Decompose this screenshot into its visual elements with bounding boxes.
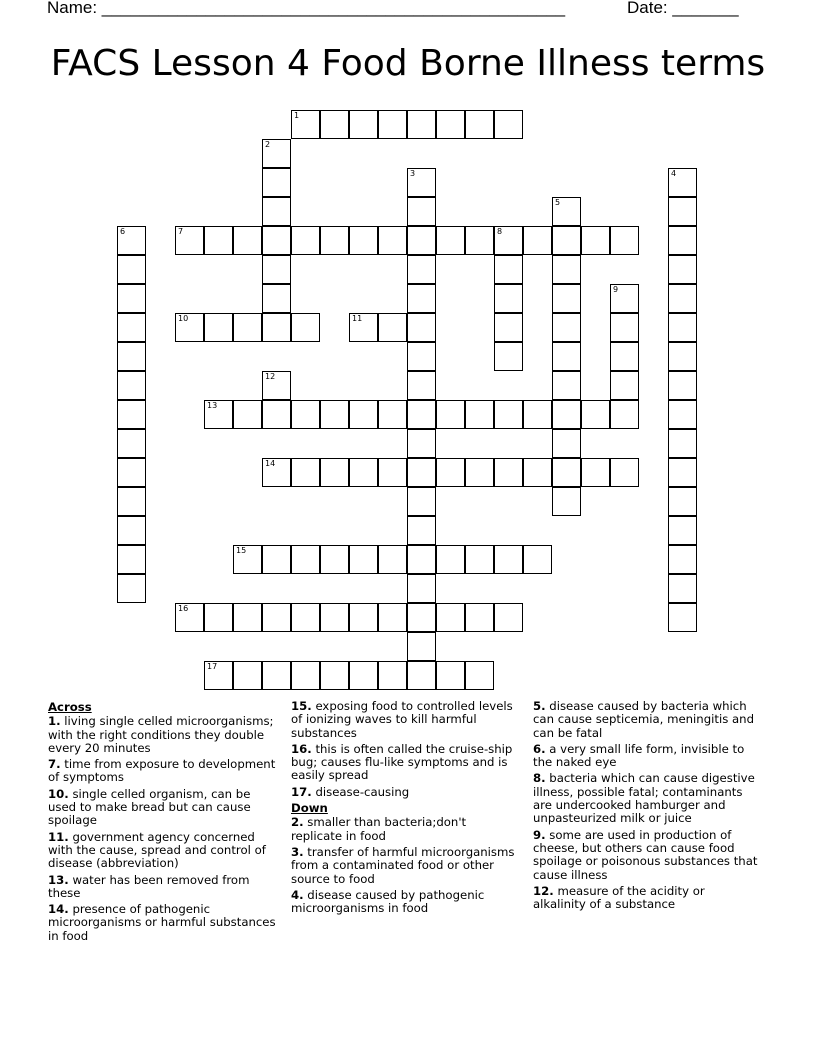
grid-cell[interactable] <box>320 110 349 139</box>
grid-cell[interactable] <box>117 313 146 342</box>
clue-number: 16 <box>178 604 189 613</box>
clue-number: 7 <box>178 227 184 236</box>
grid-cell[interactable] <box>204 603 233 632</box>
grid-cell[interactable] <box>175 313 204 342</box>
grid-cell[interactable] <box>349 545 378 574</box>
grid-cell[interactable] <box>436 458 465 487</box>
grid-cell[interactable] <box>668 371 697 400</box>
grid-cell[interactable] <box>117 226 146 255</box>
grid-cell[interactable] <box>436 110 465 139</box>
grid-cell[interactable] <box>117 487 146 516</box>
grid-cell[interactable] <box>581 226 610 255</box>
clue-number: 11 <box>352 314 363 323</box>
grid-cell[interactable] <box>262 197 291 226</box>
grid-cell[interactable] <box>262 400 291 429</box>
grid-cell[interactable] <box>407 371 436 400</box>
clue-down-6: 6. a very small life form, invisible to the naked eye <box>533 741 745 770</box>
grid-cell[interactable] <box>117 255 146 284</box>
grid-cell[interactable] <box>668 284 697 313</box>
grid-cell[interactable] <box>407 603 436 632</box>
clue-across-1: 1. living single celled microorganisms; with the right conditions they double every 20 minutes <box>48 714 274 755</box>
clue-number: 6 <box>120 227 126 236</box>
clue-down-9: 9. some are used in production of cheese, but others can cause food spoilage or poisonous substances that cause illness <box>533 827 758 882</box>
grid-cell[interactable] <box>175 226 204 255</box>
clue-across-11: 11. government agency concerned with the cause, spread and control of disease (abbreviation) <box>48 829 266 871</box>
grid-cell[interactable] <box>407 342 436 371</box>
grid-cell[interactable] <box>668 603 697 632</box>
grid-cell[interactable] <box>291 400 320 429</box>
grid-cell[interactable] <box>668 545 697 574</box>
grid-cell[interactable] <box>233 226 262 255</box>
grid-cell[interactable] <box>407 458 436 487</box>
grid-cell[interactable] <box>407 284 436 313</box>
grid-cell[interactable] <box>262 603 291 632</box>
clue-down-2: 2. smaller than bacteria;don't replicate in food <box>291 815 467 843</box>
grid-cell[interactable] <box>494 255 523 284</box>
clue-across-13: 13. water has been removed from these <box>48 872 250 900</box>
grid-cell[interactable] <box>378 313 407 342</box>
clue-across-15: 15. exposing food to controlled levels of ionizing waves to kill harmful substances <box>291 699 513 740</box>
grid-cell[interactable] <box>117 342 146 371</box>
grid-cell[interactable] <box>494 458 523 487</box>
grid-cell[interactable] <box>291 313 320 342</box>
grid-cell[interactable] <box>581 458 610 487</box>
clues-column-3 <box>533 700 761 914</box>
clue-across-10: 10. single celled organism, can be used to make bread but can cause spoilage <box>48 786 251 828</box>
grid-cell[interactable] <box>378 226 407 255</box>
grid-cell[interactable] <box>233 313 262 342</box>
grid-cell[interactable] <box>262 661 291 690</box>
grid-cell[interactable] <box>378 458 407 487</box>
clue-number: 10 <box>178 314 189 323</box>
grid-cell[interactable] <box>320 545 349 574</box>
grid-cell[interactable] <box>465 661 494 690</box>
grid-cell[interactable] <box>320 400 349 429</box>
grid-cell[interactable] <box>407 661 436 690</box>
grid-cell[interactable] <box>204 226 233 255</box>
clue-down-3: 3. transfer of harmful microorganisms from a contaminated food or other source to food <box>291 844 515 886</box>
grid-cell[interactable] <box>668 313 697 342</box>
clue-number: 17 <box>207 662 218 671</box>
grid-cell[interactable] <box>291 545 320 574</box>
grid-cell[interactable] <box>204 400 233 429</box>
grid-cell[interactable] <box>378 110 407 139</box>
grid-cell[interactable] <box>291 110 320 139</box>
grid-cell[interactable] <box>668 400 697 429</box>
grid-cell[interactable] <box>407 487 436 516</box>
grid-cell[interactable] <box>262 255 291 284</box>
grid-cell[interactable] <box>117 429 146 458</box>
grid-cell[interactable] <box>407 197 436 226</box>
grid-cell[interactable] <box>494 284 523 313</box>
grid-cell[interactable] <box>552 429 581 458</box>
name-line[interactable]: Name: _________________________________________________ <box>47 0 566 17</box>
clue-number: 13 <box>207 401 218 410</box>
grid-cell[interactable] <box>494 110 523 139</box>
grid-cell[interactable] <box>175 603 204 632</box>
grid-cell[interactable] <box>465 400 494 429</box>
grid-cell[interactable] <box>465 545 494 574</box>
grid-cell[interactable] <box>610 226 639 255</box>
grid-cell[interactable] <box>117 284 146 313</box>
grid-cell[interactable] <box>610 371 639 400</box>
grid-cell[interactable] <box>436 400 465 429</box>
grid-cell[interactable] <box>262 458 291 487</box>
clue-down-12: 12. measure of the acidity or alkalinity of a substance <box>533 883 705 912</box>
clue-across-7: 7. time from exposure to development of symptoms <box>48 757 276 785</box>
grid-cell[interactable] <box>436 603 465 632</box>
grid-cell[interactable] <box>407 110 436 139</box>
grid-cell[interactable] <box>610 458 639 487</box>
clue-number: 8 <box>497 227 503 236</box>
grid-cell[interactable] <box>262 313 291 342</box>
grid-cell[interactable] <box>349 603 378 632</box>
grid-cell[interactable] <box>552 197 581 226</box>
grid-cell[interactable] <box>465 110 494 139</box>
grid-cell[interactable] <box>668 516 697 545</box>
clues-column-1 <box>48 700 276 946</box>
clue-down-4: 4. disease caused by pathogenic microorganisms in food <box>291 887 485 916</box>
grid-cell[interactable] <box>233 661 262 690</box>
grid-cell[interactable] <box>291 458 320 487</box>
grid-cell[interactable] <box>494 313 523 342</box>
grid-cell[interactable] <box>407 545 436 574</box>
grid-cell[interactable] <box>494 342 523 371</box>
grid-cell[interactable] <box>291 603 320 632</box>
grid-cell[interactable] <box>523 400 552 429</box>
clue-number: 4 <box>671 169 677 178</box>
grid-cell[interactable] <box>407 313 436 342</box>
grid-cell[interactable] <box>233 545 262 574</box>
grid-cell[interactable] <box>117 371 146 400</box>
clues-column-2 <box>291 700 519 918</box>
grid-cell[interactable] <box>349 458 378 487</box>
grid-cell[interactable] <box>117 574 146 603</box>
grid-cell[interactable] <box>465 603 494 632</box>
grid-cell[interactable] <box>117 516 146 545</box>
grid-cell[interactable] <box>552 342 581 371</box>
grid-cell[interactable] <box>262 371 291 400</box>
grid-cell[interactable] <box>668 342 697 371</box>
grid-cell[interactable] <box>610 313 639 342</box>
clue-down-8: 8. bacteria which can cause digestive illness, possible fatal; contaminants are undercooked hamburger and unpasteurized milk or juice <box>533 771 755 826</box>
grid-cell[interactable] <box>436 545 465 574</box>
grid-cell[interactable] <box>407 632 436 661</box>
grid-cell[interactable] <box>349 661 378 690</box>
grid-cell[interactable] <box>378 603 407 632</box>
grid-cell[interactable] <box>552 400 581 429</box>
grid-cell[interactable] <box>668 487 697 516</box>
grid-cell[interactable] <box>610 342 639 371</box>
grid-cell[interactable] <box>552 371 581 400</box>
grid-cell[interactable] <box>407 429 436 458</box>
grid-cell[interactable] <box>581 400 610 429</box>
grid-cell[interactable] <box>407 400 436 429</box>
grid-cell[interactable] <box>349 400 378 429</box>
clue-number: 15 <box>236 546 247 555</box>
grid-cell[interactable] <box>407 226 436 255</box>
clue-number: 9 <box>613 285 619 294</box>
grid-cell[interactable] <box>204 661 233 690</box>
grid-cell[interactable] <box>494 603 523 632</box>
grid-cell[interactable] <box>320 661 349 690</box>
grid-cell[interactable] <box>523 545 552 574</box>
clue-number: 1 <box>294 111 300 120</box>
clue-across-17: 17. disease-causing <box>291 784 410 799</box>
grid-cell[interactable] <box>668 197 697 226</box>
grid-cell[interactable] <box>523 458 552 487</box>
date-line[interactable]: Date: _______ <box>627 0 739 17</box>
grid-cell[interactable] <box>204 313 233 342</box>
grid-cell[interactable] <box>378 545 407 574</box>
grid-cell[interactable] <box>494 545 523 574</box>
grid-cell[interactable] <box>349 226 378 255</box>
grid-cell[interactable] <box>552 487 581 516</box>
clue-across-16: 16. this is often called the cruise-ship bug; causes flu-like symptoms and is easily spread <box>291 741 513 783</box>
grid-cell[interactable] <box>407 574 436 603</box>
grid-cell[interactable] <box>233 603 262 632</box>
grid-cell[interactable] <box>291 661 320 690</box>
grid-cell[interactable] <box>436 226 465 255</box>
grid-cell[interactable] <box>436 661 465 690</box>
grid-cell[interactable] <box>552 255 581 284</box>
grid-cell[interactable] <box>610 284 639 313</box>
grid-cell[interactable] <box>320 226 349 255</box>
grid-cell[interactable] <box>494 226 523 255</box>
grid-cell[interactable] <box>465 458 494 487</box>
grid-cell[interactable] <box>407 516 436 545</box>
clue-number: 3 <box>410 169 416 178</box>
grid-cell[interactable] <box>610 400 639 429</box>
clue-number: 5 <box>555 198 561 207</box>
grid-cell[interactable] <box>552 313 581 342</box>
grid-cell[interactable] <box>262 545 291 574</box>
grid-cell[interactable] <box>117 400 146 429</box>
grid-cell[interactable] <box>668 429 697 458</box>
grid-cell[interactable] <box>378 400 407 429</box>
grid-cell[interactable] <box>465 226 494 255</box>
grid-cell[interactable] <box>668 168 697 197</box>
page-title: FACS Lesson 4 Food Borne Illness terms <box>50 43 766 84</box>
clue-number: 12 <box>265 372 276 381</box>
grid-cell[interactable] <box>668 255 697 284</box>
grid-cell[interactable] <box>262 139 291 168</box>
grid-cell[interactable] <box>349 110 378 139</box>
clue-down-5: 5. disease caused by bacteria which can cause septicemia, meningitis and can be fatal <box>533 699 754 740</box>
grid-cell[interactable] <box>117 545 146 574</box>
across-heading: Across <box>48 700 92 714</box>
grid-cell[interactable] <box>262 284 291 313</box>
down-heading: Down <box>291 801 328 816</box>
grid-cell[interactable] <box>407 168 436 197</box>
grid-cell[interactable] <box>552 226 581 255</box>
grid-cell[interactable] <box>552 458 581 487</box>
grid-cell[interactable] <box>262 168 291 197</box>
clue-number: 2 <box>265 140 271 149</box>
grid-cell[interactable] <box>262 226 291 255</box>
grid-cell[interactable] <box>117 458 146 487</box>
clue-across-14: 14. presence of pathogenic microorganisms or harmful substances in food <box>48 902 276 943</box>
grid-cell[interactable] <box>668 458 697 487</box>
grid-cell[interactable] <box>291 226 320 255</box>
grid-cell[interactable] <box>552 284 581 313</box>
grid-cell[interactable] <box>378 661 407 690</box>
clue-number: 14 <box>265 459 276 468</box>
grid-cell[interactable] <box>523 226 552 255</box>
grid-cell[interactable] <box>233 400 262 429</box>
grid-cell[interactable] <box>320 603 349 632</box>
grid-cell[interactable] <box>494 400 523 429</box>
grid-cell[interactable] <box>668 226 697 255</box>
grid-cell[interactable] <box>320 458 349 487</box>
grid-cell[interactable] <box>407 255 436 284</box>
grid-cell[interactable] <box>668 574 697 603</box>
grid-cell[interactable] <box>349 313 378 342</box>
